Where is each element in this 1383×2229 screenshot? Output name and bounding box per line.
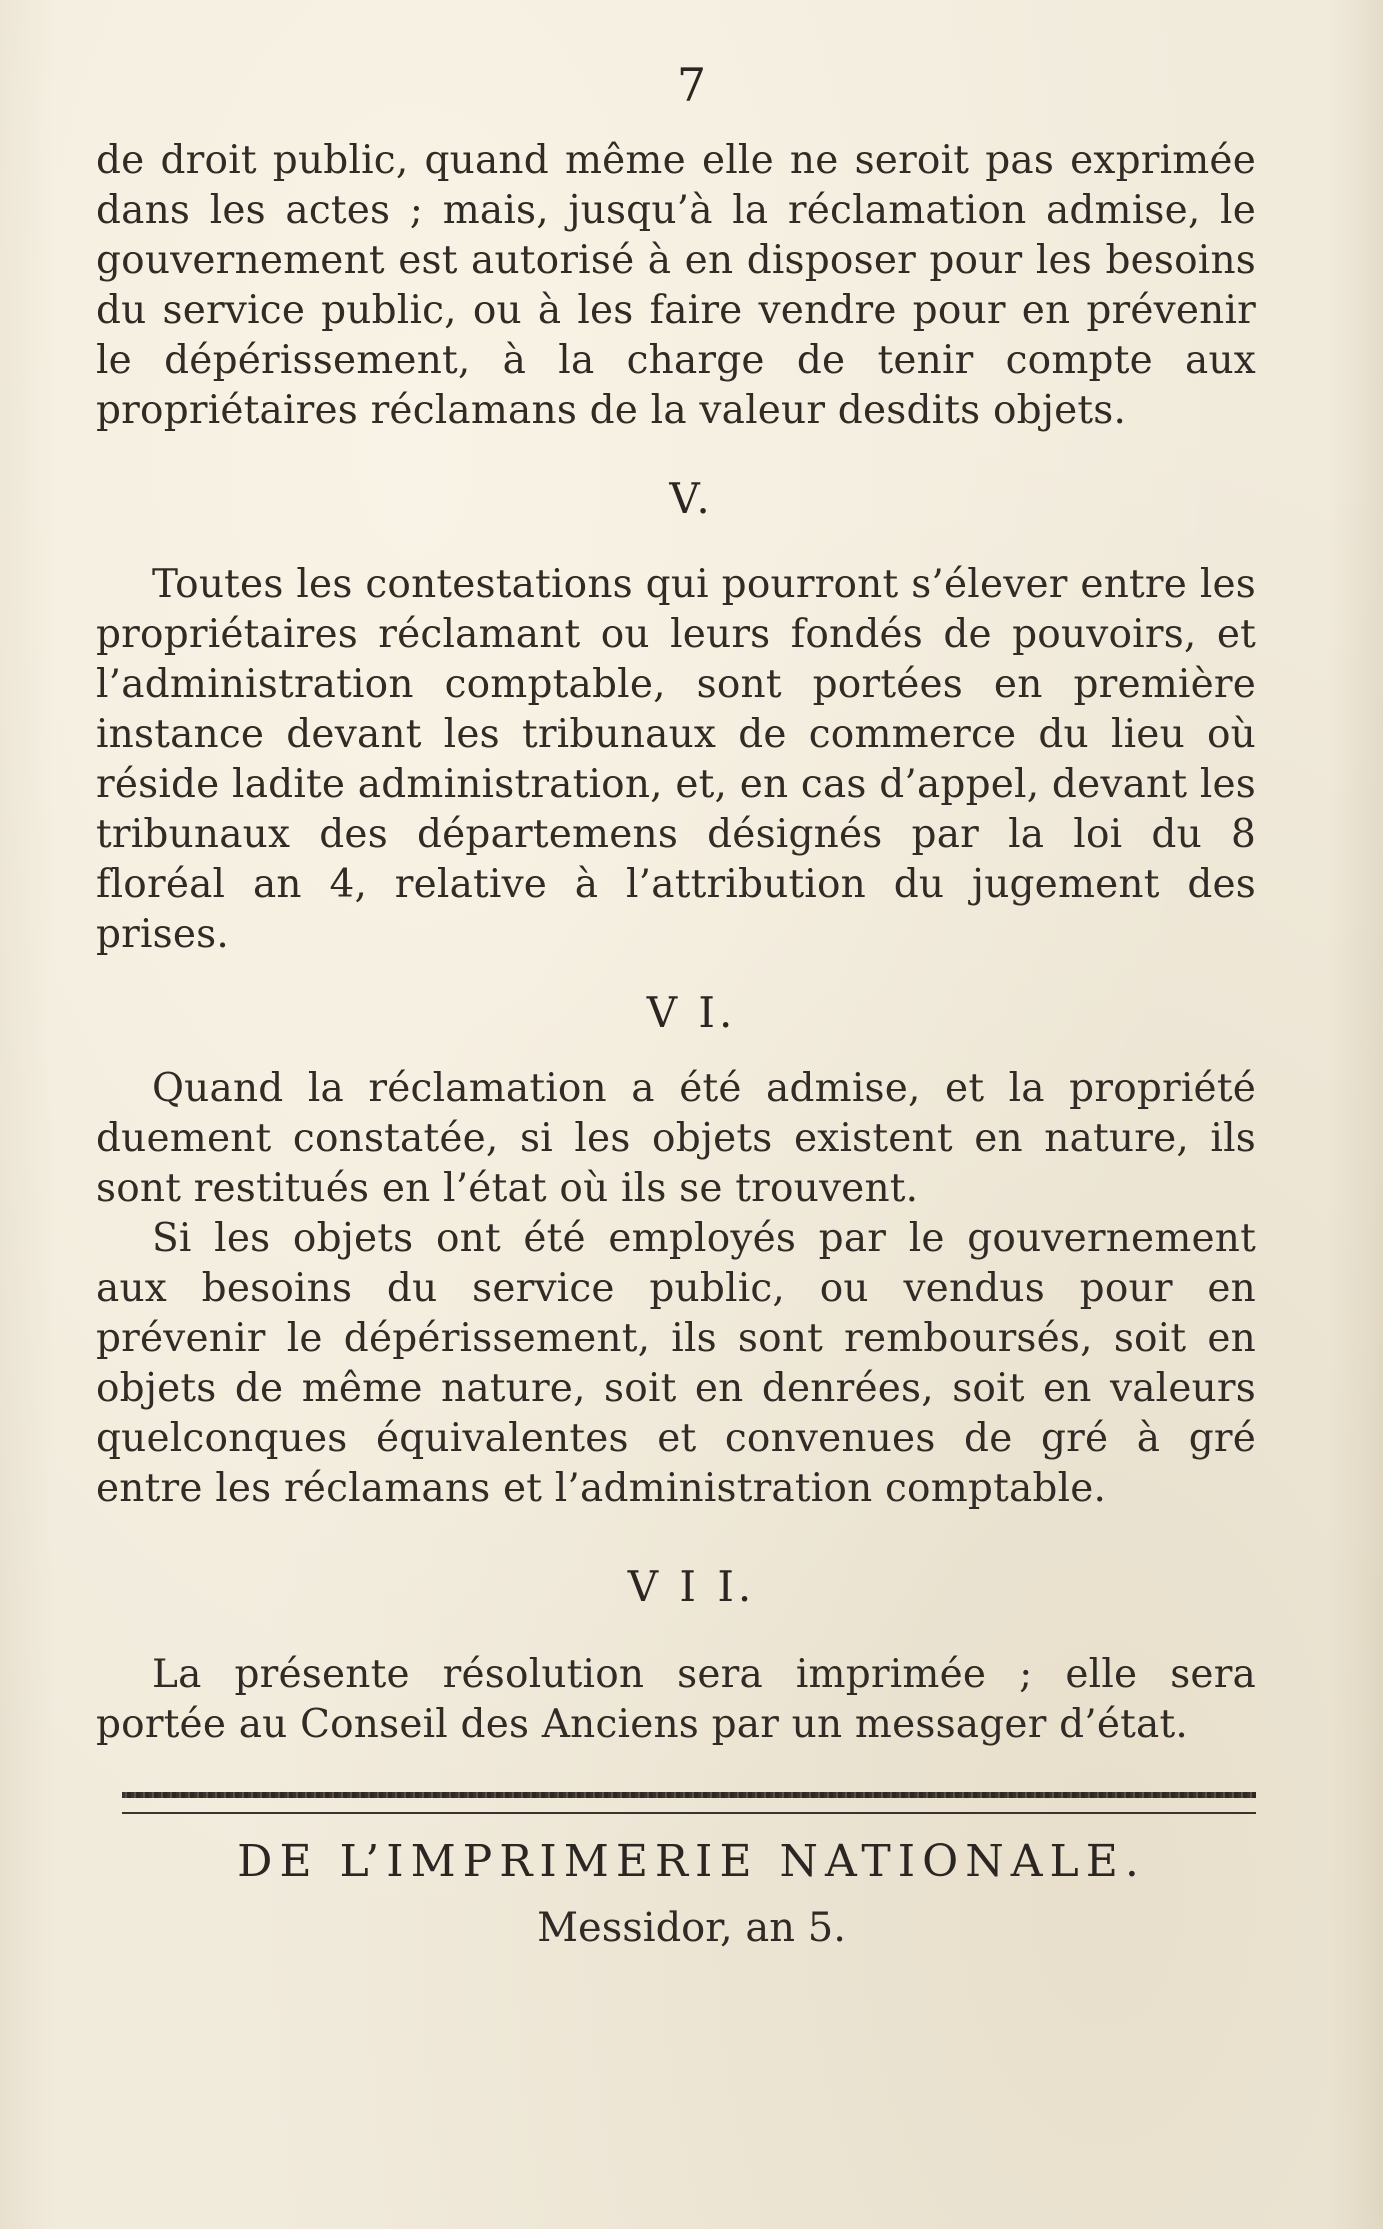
- article-vii-block: [96, 1650, 1256, 1750]
- intro-paragraph-block: [96, 136, 1256, 436]
- article-v-heading: V.: [669, 474, 714, 523]
- article-vi-paragraph-2: Si les objets ont été employés par le gouvernement aux besoins du service public, ou vendus pour en prévenir le dépérissement, ils sont remboursés, soit en objets de même nature, soit en denrées, soit en valeurs quelconques équivalentes et convenues de gré à gré entre les réclamans et l’administration comptable.: [96, 1216, 1256, 1511]
- article-vii-paragraph: La présente résolution sera imprimée ; elle sera portée au Conseil des Anciens par un messager d’état.: [96, 1652, 1256, 1747]
- article-vii-heading: V I I.: [627, 1562, 756, 1611]
- page-number: 7: [676, 58, 707, 112]
- divider-rule: [122, 1812, 1256, 1814]
- printer-imprint: DE L’IMPRIMERIE NATIONALE.: [237, 1836, 1146, 1887]
- imprint-date: Messidor, an 5.: [537, 1905, 846, 1951]
- article-v-paragraph: Toutes les contestations qui pourront s’élever entre les propriétaires réclamant ou leurs fondés de pouvoirs, et l’administration comptable, sont portées en première instance devant les tribunaux de commerce du lieu où réside ladite administration, et, en cas d’appel, devant les tribunaux des départemens désignés par la loi du 8 floréal an 4, relative à l’attribution du jugement des prises.: [96, 562, 1256, 957]
- intro-paragraph: de droit public, quand même elle ne seroit pas exprimée dans les actes ; mais, jusqu’à la réclamation admise, le gouvernement est autorisé à en disposer pour les besoins du service public, ou à les faire vendre pour en prévenir le dépérissement, à la charge de tenir compte aux propriétaires réclamans de la valeur desdits objets.: [96, 138, 1256, 433]
- article-vi-paragraph-1: Quand la réclamation a été admise, et la propriété duement constatée, si les objets existent en nature, ils sont restitués en l’état où ils se trouvent.: [96, 1066, 1256, 1211]
- ornamental-rule: [122, 1792, 1256, 1798]
- article-vi-block: [96, 1064, 1256, 1514]
- article-vi-heading: V I.: [646, 988, 737, 1037]
- article-v-block: [96, 560, 1256, 960]
